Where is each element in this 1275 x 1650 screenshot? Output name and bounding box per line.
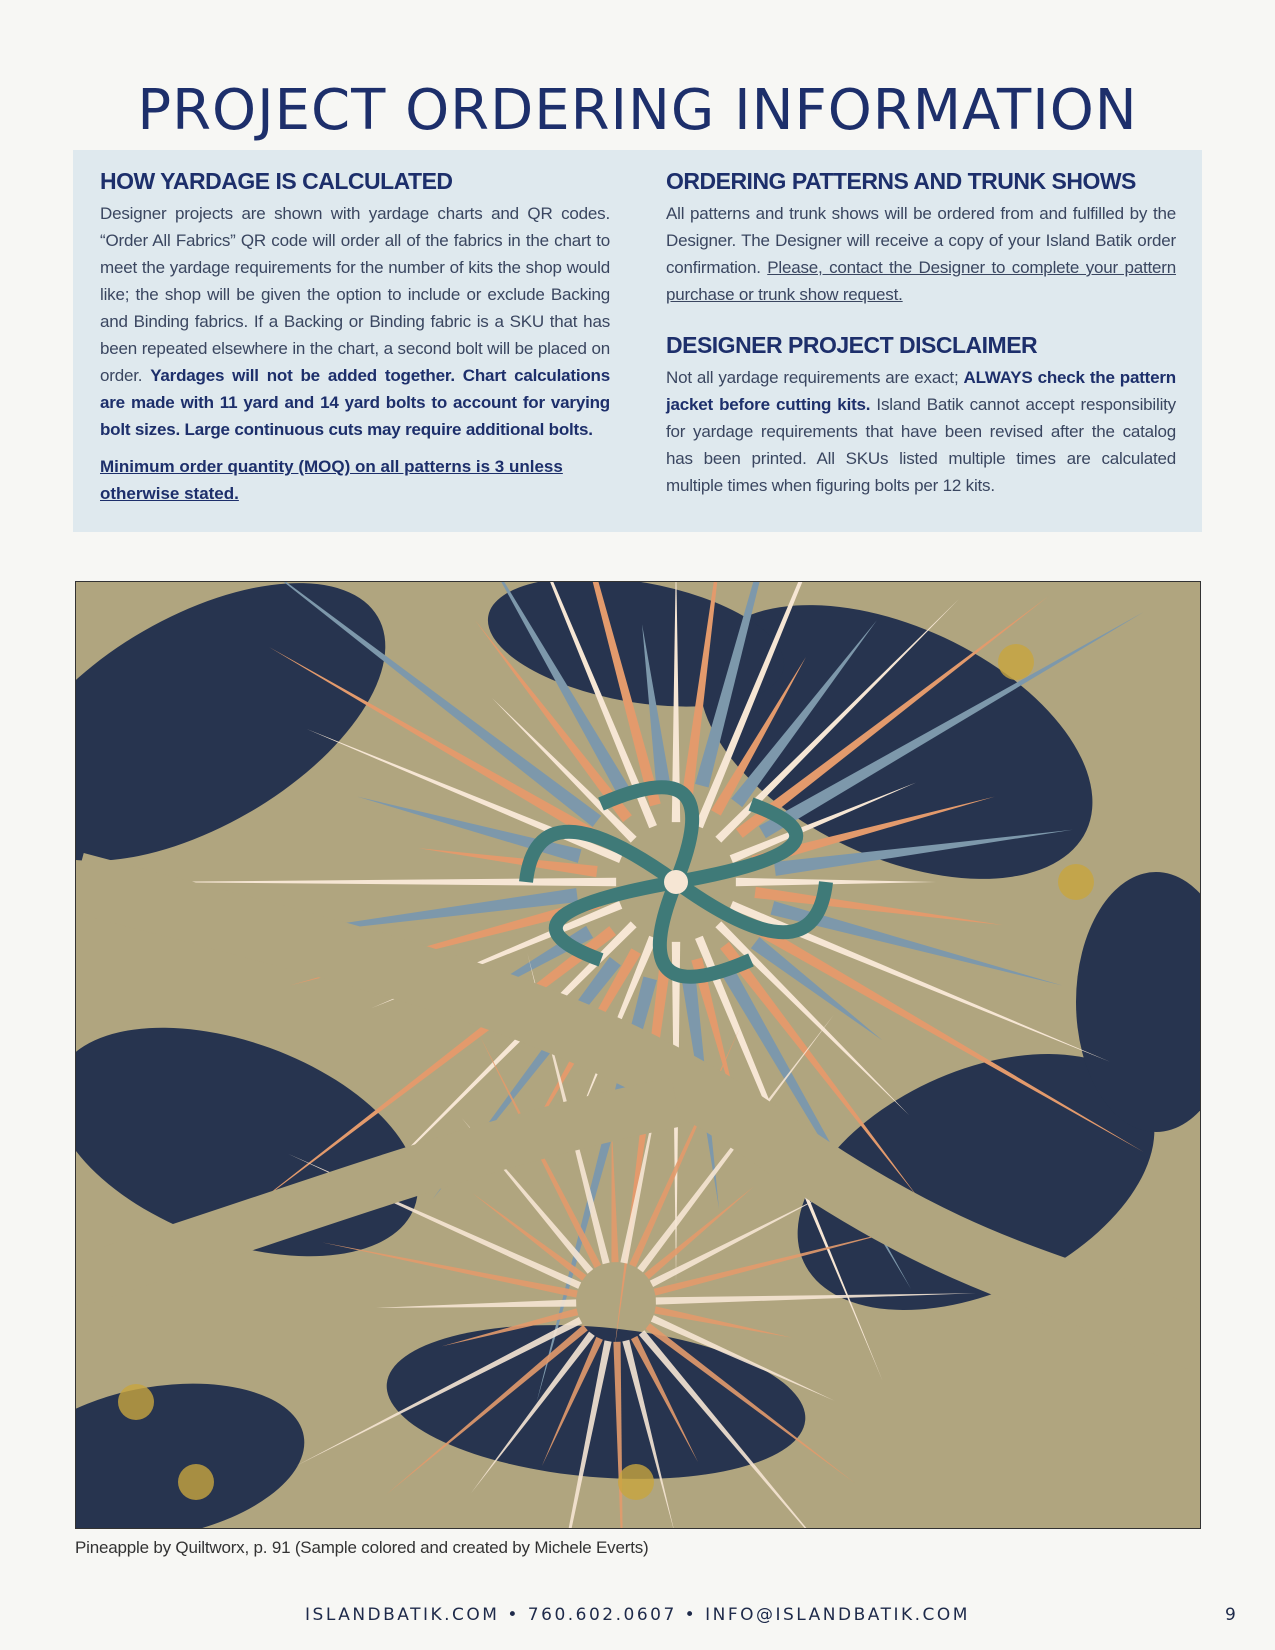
quilt-gold-accent [1058, 864, 1094, 900]
info-panel [73, 150, 1202, 532]
quilt-photo [75, 581, 1201, 1529]
ordering-heading: ORDERING PATTERNS AND TRUNK SHOWS [666, 168, 1136, 194]
quilt-gold-accent [618, 1464, 654, 1500]
disclaimer-heading: DESIGNER PROJECT DISCLAIMER [666, 332, 1038, 358]
disclaimer-body-start: Not all yardage requirements are exact; [666, 368, 964, 387]
page-number: 9 [1225, 1605, 1236, 1625]
yardage-body: Designer projects are shown with yardage charts and QR codes. “Order All Fabrics” QR code will order all of the fabrics in the chart to meet the yardage requirements for the number of kits the shop would like; the shop will be given the option to include or exclude Backing and Binding fabrics. If a Backing or Binding fabric is a SKU that has been repeated elsewhere in the chart, a second bolt will be placed on order. [100, 204, 610, 385]
disclaimer-body-end: Island Batik cannot accept responsibility for yardage requirements that have been revised after the catalog has been printed. All SKUs listed multiple times are calculated multiple times when figuring bolts per 12 kits. [666, 395, 1176, 495]
quilt-gold-accent [998, 644, 1034, 680]
disclaimer-bold-note: ALWAYS check the pattern jacket before cutting kits. [666, 368, 1176, 414]
moq-note: Minimum order quantity (MOQ) on all patterns is 3 unless otherwise stated. [100, 457, 563, 503]
disclaimer-text [666, 364, 1176, 499]
yardage-text [100, 200, 610, 443]
ordering-body: All patterns and trunk shows will be ordered from and fulfilled by the Designer. The Designer will receive a copy of your Island Batik order confirmation. [666, 204, 1176, 277]
ordering-text [666, 200, 1176, 308]
quilt-image [76, 582, 1200, 1528]
quilt-gold-accent [118, 1384, 154, 1420]
yardage-bold-note: Yardages will not be added together. Chart calculations are made with 11 yard and 14 yard bolts to account for varying bolt sizes. Large continuous cuts may require additional bolts. [100, 366, 610, 439]
contact-designer-link[interactable]: Please, contact the Designer to complete your pattern purchase or trunk show request. [666, 258, 1177, 304]
quilt-center [664, 870, 688, 894]
page-title: PROJECT ORDERING INFORMATION [137, 78, 1138, 143]
yardage-heading: HOW YARDAGE IS CALCULATED [100, 168, 453, 194]
yardage-column [100, 168, 610, 507]
ordering-column [666, 168, 1176, 499]
footer-contact: ISLANDBATIK.COM • 760.602.0607 • INFO@ISLANDBATIK.COM [305, 1605, 970, 1625]
photo-caption: Pineapple by Quiltworx, p. 91 (Sample colored and created by Michele Everts) [75, 1538, 649, 1557]
quilt-gold-accent [178, 1464, 214, 1500]
